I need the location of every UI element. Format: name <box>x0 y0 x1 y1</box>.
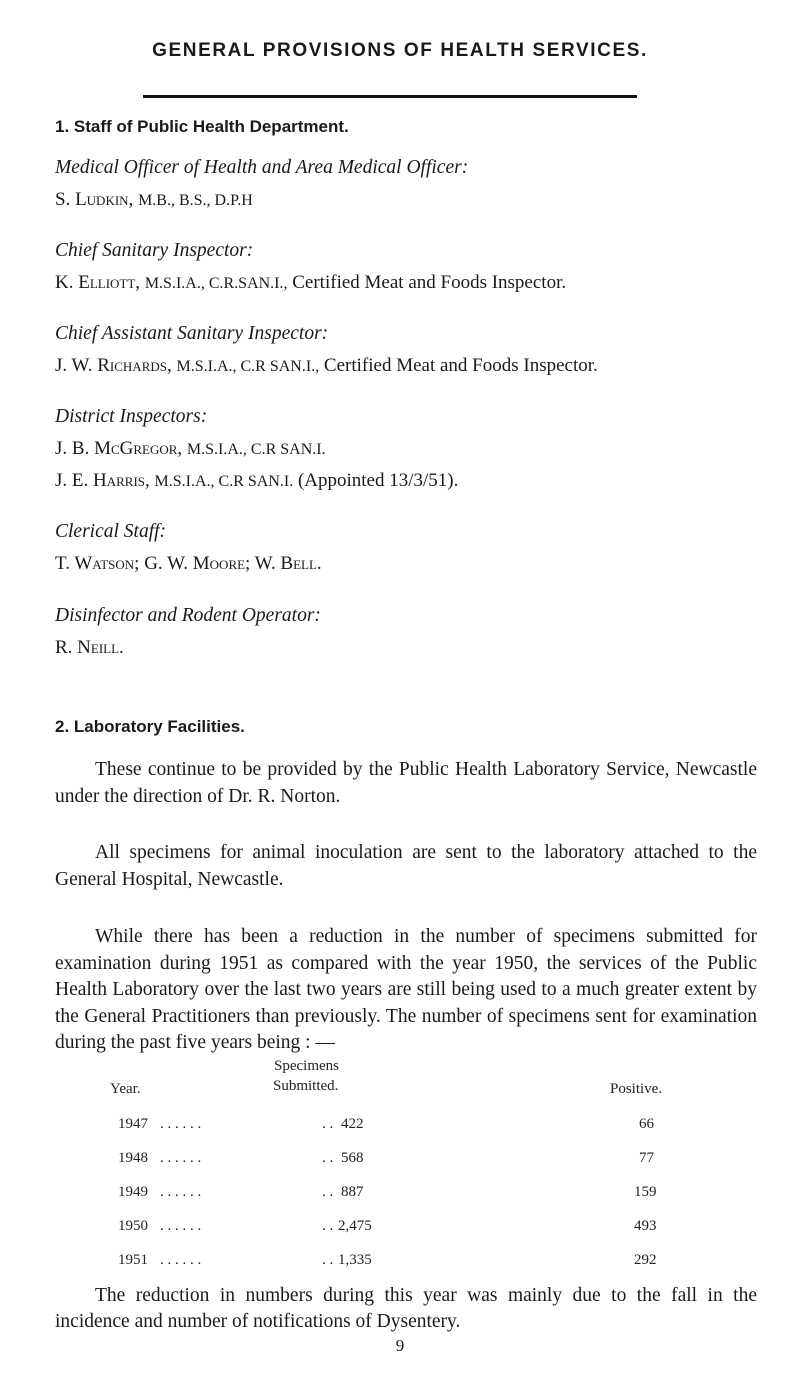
page-title: GENERAL PROVISIONS OF HEALTH SERVICES. <box>152 40 648 61</box>
table-leader: . . . . . . <box>160 1116 202 1132</box>
table-cell-positive: 66 <box>639 1116 654 1132</box>
staff-note: Certified Meat and Foods Inspector. <box>323 355 598 376</box>
table-leader: . . . . . . <box>160 1252 202 1268</box>
table-cell-submitted: 1,335 <box>338 1252 372 1268</box>
staff-member <box>55 355 598 377</box>
table-cell-submitted: 887 <box>341 1184 364 1200</box>
table-leader: . . <box>322 1252 334 1268</box>
table-cell-submitted: 568 <box>341 1150 364 1166</box>
table-cell-year: 1947 <box>118 1116 148 1132</box>
table-cell-positive: 159 <box>634 1184 657 1200</box>
table-cell-submitted: 2,475 <box>338 1218 372 1234</box>
column-header-submitted: Specimens <box>274 1058 339 1074</box>
staff-qualifications: M.S.I.A., C.R SAN.I. <box>186 441 326 458</box>
staff-qualifications: M.S.I.A., C.R SAN.I. <box>154 473 294 490</box>
body-paragraph: These continue to be provided by the Public Health Laboratory Service, Newcastle under the direction of Dr. R. Norton. <box>55 759 757 807</box>
table-cell-year: 1949 <box>118 1184 148 1200</box>
table-cell-year: 1948 <box>118 1150 148 1166</box>
role-title: Medical Officer of Health and Area Medical Officer: <box>55 157 469 178</box>
table-leader: . . <box>322 1150 334 1166</box>
table-cell-year: 1951 <box>118 1252 148 1268</box>
table-cell-submitted: 422 <box>341 1116 364 1132</box>
role-title: Disinfector and Rodent Operator: <box>55 605 321 626</box>
staff-qualifications: M.S.I.A., C.R SAN.I., <box>176 358 320 375</box>
table-leader: . . <box>322 1184 334 1200</box>
staff-member <box>55 189 253 211</box>
role-title: Clerical Staff: <box>55 521 167 542</box>
role-title: District Inspectors: <box>55 406 208 427</box>
column-header-submitted: Submitted. <box>273 1078 339 1094</box>
body-paragraph: While there has been a reduction in the number of specimens submitted for examination during 1951 as compared with the year 1950, the services of the Public Health Laboratory over the last two years are still being used to a much greater extent by the General Practitioners than previously. The number of specimens sent for examination during the past five years being : — <box>55 926 757 1053</box>
closing-paragraph: The reduction in numbers during this year was mainly due to the fall in the incidence and number of notifications of Dysentery. <box>55 1285 757 1332</box>
table-cell-year: 1950 <box>118 1218 148 1234</box>
table-cell-positive: 292 <box>634 1252 657 1268</box>
staff-name: J. W. Richards, <box>55 355 172 376</box>
staff-name: J. B. McGregor, <box>55 438 183 459</box>
staff-member <box>55 438 326 460</box>
section-heading-laboratory: 2. Laboratory Facilities. <box>55 717 245 736</box>
table-leader: . . <box>322 1218 334 1234</box>
role-title: Chief Sanitary Inspector: <box>55 240 254 261</box>
table-leader: . . . . . . <box>160 1150 202 1166</box>
table-cell-positive: 77 <box>639 1150 654 1166</box>
staff-qualifications: M.B., B.S., D.P.H <box>138 192 253 209</box>
staff-name: K. Elliott, <box>55 272 141 293</box>
staff-note: Certified Meat and Foods Inspector. <box>292 272 567 293</box>
table-cell-positive: 493 <box>634 1218 657 1234</box>
staff-name: S. Ludkin, <box>55 189 134 210</box>
table-leader: . . <box>322 1116 334 1132</box>
column-header-positive: Positive. <box>610 1081 663 1097</box>
staff-member: T. Watson; G. W. Moore; W. Bell. <box>55 553 322 574</box>
page-number: 9 <box>395 1336 405 1355</box>
body-paragraph: All specimens for animal inoculation are sent to the laboratory attached to the General Hospital, Newcastle. <box>55 842 757 890</box>
table-leader: . . . . . . <box>160 1218 202 1234</box>
staff-note: (Appointed 13/3/51). <box>297 470 459 491</box>
column-header-year: Year. <box>110 1081 141 1097</box>
title-underline <box>143 95 637 98</box>
section-heading-staff: 1. Staff of Public Health Department. <box>55 117 349 136</box>
staff-member: R. Neill. <box>55 637 124 658</box>
staff-name: J. E. Harris, <box>55 470 150 491</box>
role-title: Chief Assistant Sanitary Inspector: <box>55 323 329 344</box>
staff-member <box>55 272 566 294</box>
staff-member <box>55 470 458 492</box>
staff-qualifications: M.S.I.A., C.R.SAN.I., <box>144 275 288 292</box>
table-leader: . . . . . . <box>160 1184 202 1200</box>
